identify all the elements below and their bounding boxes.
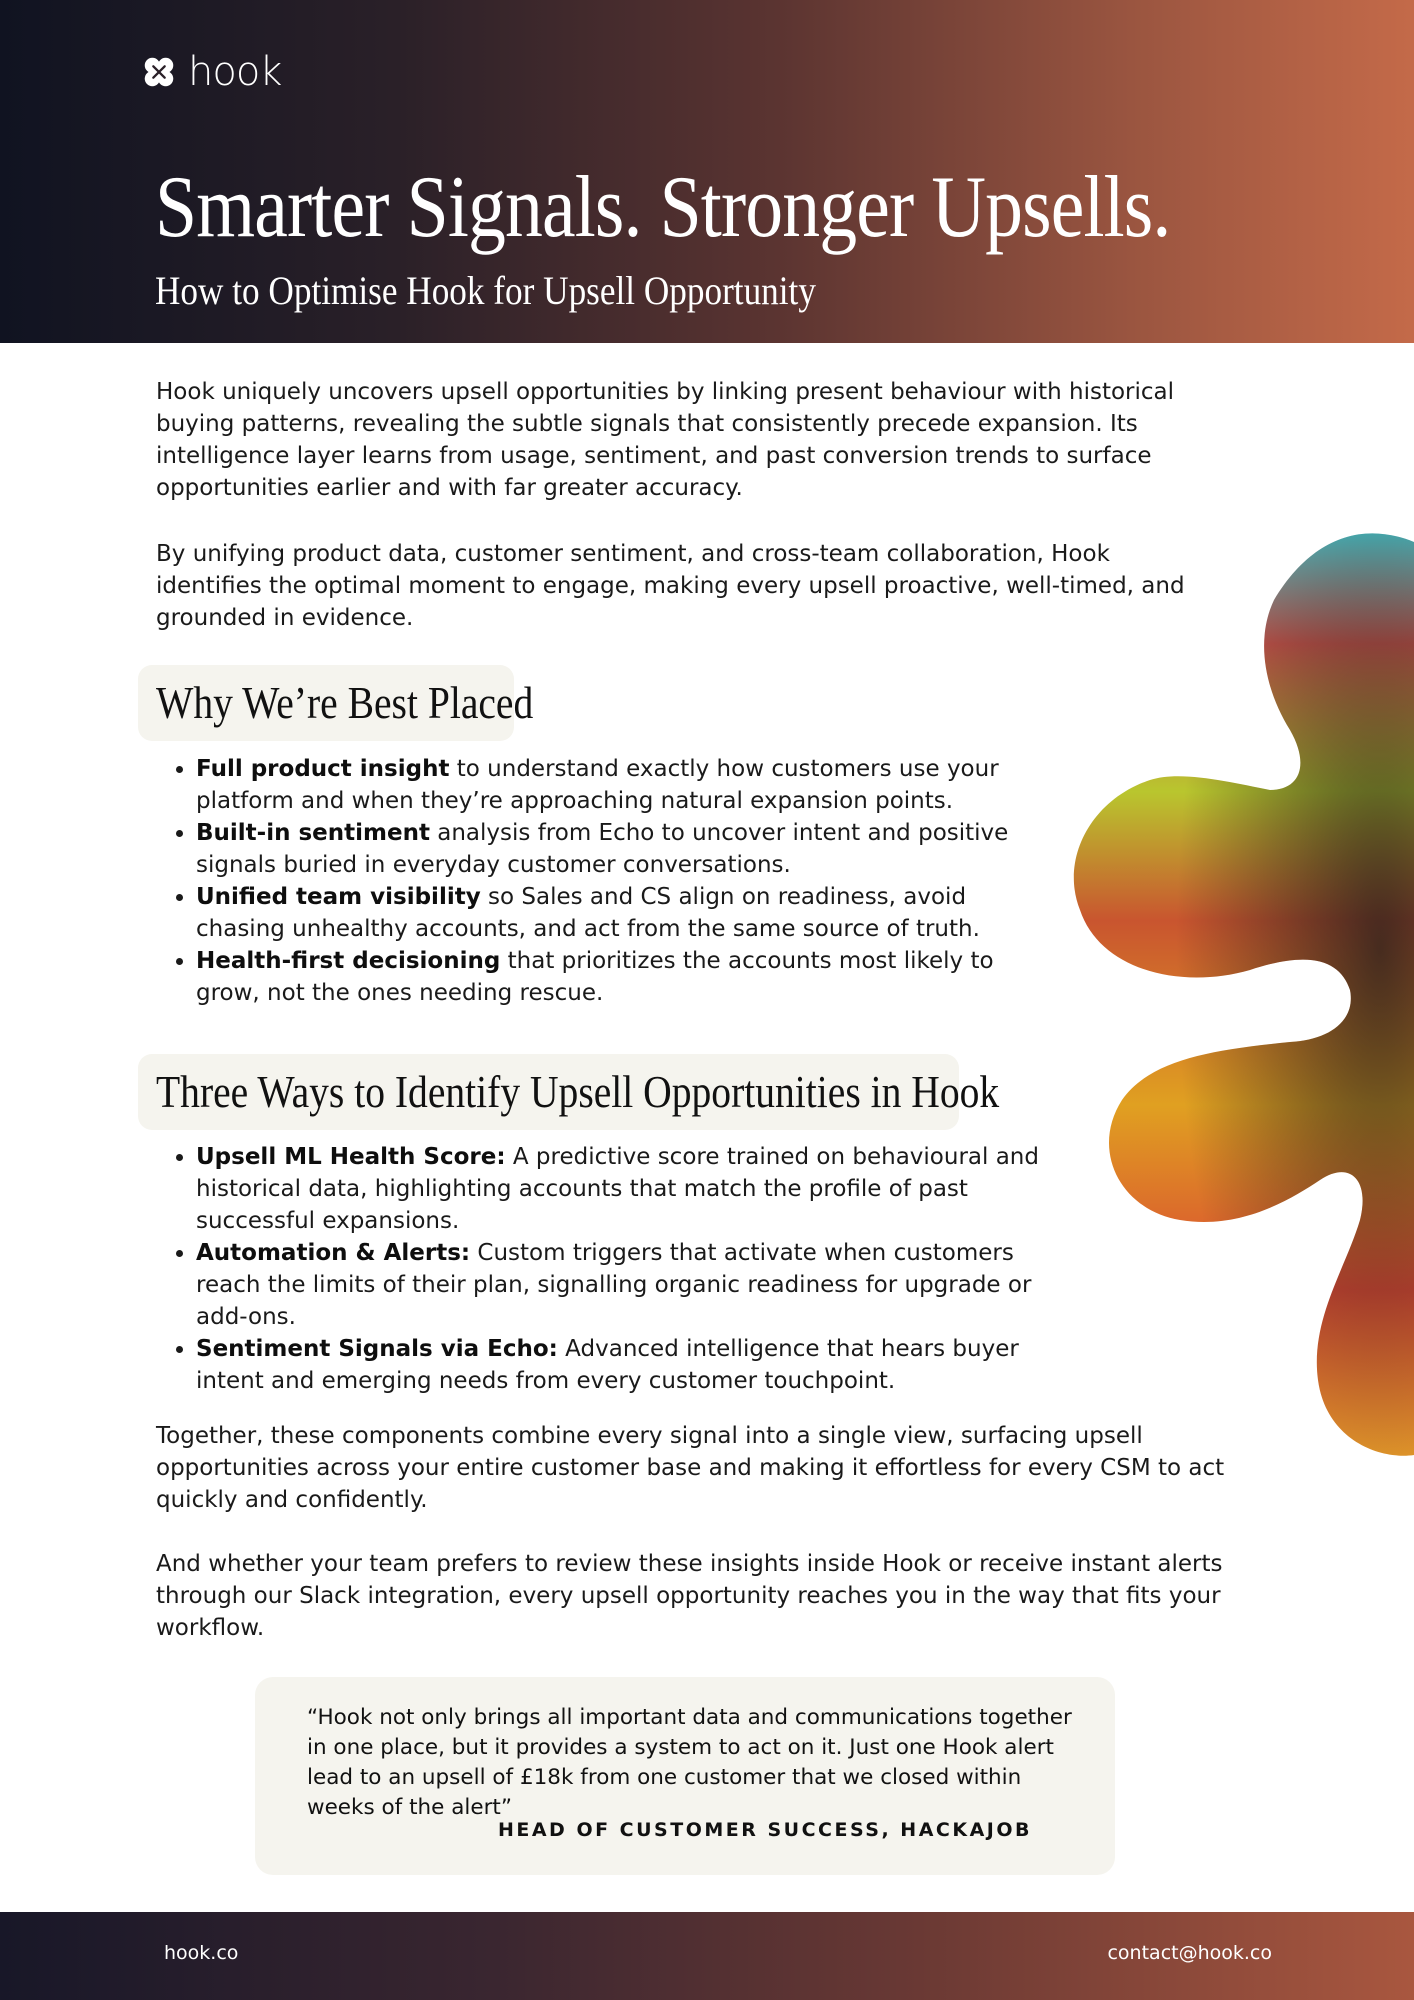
ways-list — [156, 1141, 1066, 1397]
ways-heading-panel — [138, 1054, 1000, 1130]
logo-text: hook — [188, 49, 282, 95]
why-list — [156, 753, 1046, 1009]
intro-paragraph-2: By unifying product data, customer sentiment, and cross-team collaboration, Hook identifies the optimal moment to engage, making every upsell proactive, well-timed, and grounded in evidence. — [156, 541, 1185, 631]
why-heading-panel — [138, 665, 534, 741]
list-item: • Health-first decisioning that prioritizes the accounts most likely to grow, not the ones needing rescue. — [196, 945, 1046, 1009]
ways-heading: Three Ways to Identify Upsell Opportunities in Hook — [156, 1066, 1000, 1117]
page-subtitle: How to Optimise Hook for Upsell Opportunity — [155, 268, 816, 313]
closing-paragraph-1: Together, these components combine every signal into a single view, surfacing upsell opportunities across your entire customer base and making it effortless for every CSM to act quickly and confidently. — [156, 1423, 1225, 1513]
page-title: Smarter Signals. Stronger Upsells. — [155, 159, 1171, 256]
quote-text: “Hook not only brings all important data and communications together in one place, but it provides a system to act on it. Just one Hook alert lead to an upsell of £18k from one customer that we closed within weeks of the alert” — [307, 1705, 1072, 1820]
list-item: • Upsell ML Health Score: A predictive score trained on behavioural and historical data, highlighting accounts that match the profile of past successful expansions. — [196, 1141, 1066, 1237]
footer-website-link[interactable]: hook.co — [164, 1942, 239, 1964]
list-item: • Unified team visibility so Sales and CS align on readiness, avoid chasing unhealthy accounts, and act from the same source of truth. — [196, 881, 1046, 945]
why-heading: Why We’re Best Placed — [156, 677, 534, 728]
testimonial-quote — [255, 1677, 1115, 1875]
quote-author: HEAD OF CUSTOMER SUCCESS, HACKAJOB — [497, 1819, 1032, 1841]
page-footer — [0, 1912, 1414, 2000]
intro-paragraph-1: Hook uniquely uncovers upsell opportunities by linking present behaviour with historical buying patterns, revealing the subtle signals that consistently precede expansion. Its intelligence layer learns from usage, sentiment, and past conversion trends to surface opportunities earlier and with far greater accuracy. — [156, 379, 1175, 501]
list-item: • Automation & Alerts: Custom triggers that activate when customers reach the limits of their plan, signalling organic readiness for upgrade or add-ons. — [196, 1237, 1066, 1333]
list-item: • Sentiment Signals via Echo: Advanced intelligence that hears buyer intent and emerging needs from every customer touchpoint. — [196, 1333, 1066, 1397]
page-header — [0, 0, 1414, 343]
footer-email-link[interactable]: contact@hook.co — [1107, 1942, 1272, 1964]
list-item: • Built-in sentiment analysis from Echo to uncover intent and positive signals buried in everyday customer conversations. — [196, 817, 1046, 881]
gradient-blob-decoration — [1060, 520, 1414, 1480]
hook-logo — [140, 49, 282, 95]
list-item: • Full product insight to understand exactly how customers use your platform and when they’re approaching natural expansion points. — [196, 753, 1046, 817]
closing-paragraph-2: And whether your team prefers to review these insights inside Hook or receive instant alerts through our Slack integration, every upsell opportunity reaches you in the way that fits your workflow. — [156, 1551, 1223, 1641]
clover-logo-icon — [140, 53, 178, 91]
